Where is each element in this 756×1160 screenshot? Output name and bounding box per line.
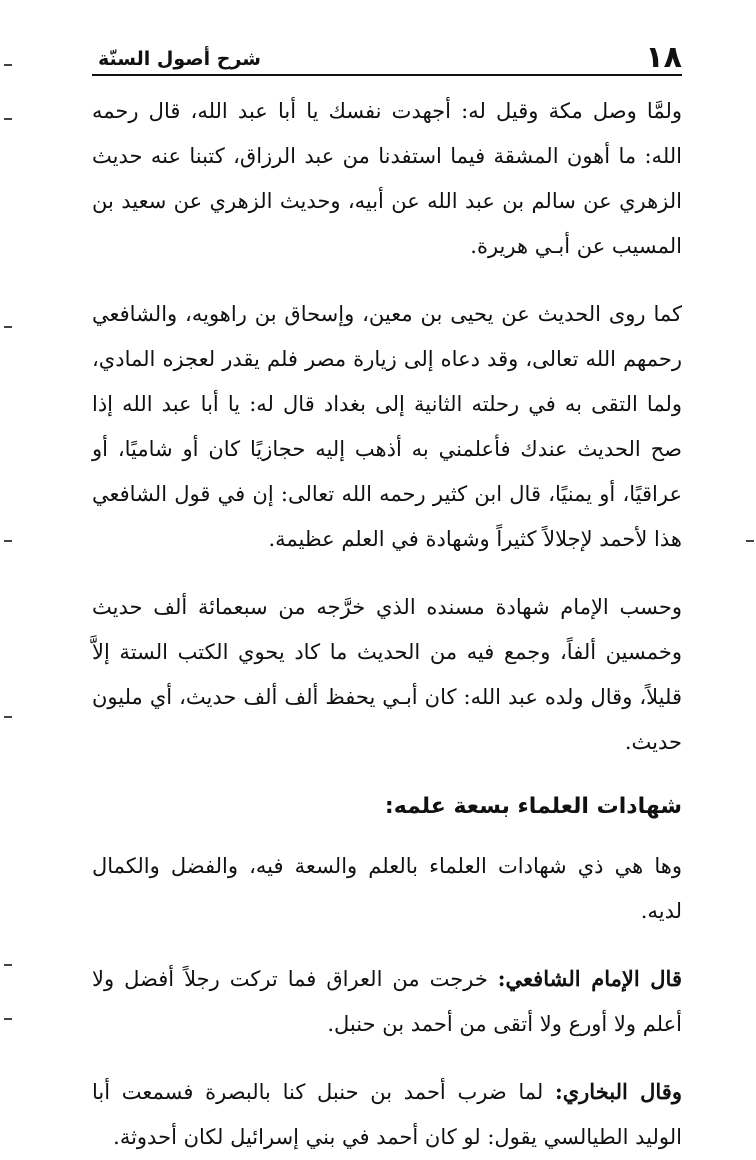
scan-margin-mark xyxy=(4,326,12,328)
scan-margin-mark xyxy=(4,118,12,120)
paragraph: وقال البخاري: لما ضرب أحمد بن حنبل كنا بالبصرة فسمعت أبا الوليد الطيالسي يقول: لو كان أحمد في بني إسرائيل لكان أحدوثة. xyxy=(92,1079,682,1149)
scan-margin-mark xyxy=(4,64,12,66)
quote-attribution: وقال البخاري: xyxy=(554,1079,682,1104)
scan-margin-mark xyxy=(746,540,754,542)
scan-margin-mark xyxy=(4,716,12,718)
quote-attribution: قال الإمام الشافعي: xyxy=(497,966,682,991)
body-text xyxy=(92,88,682,1160)
book-page xyxy=(92,30,682,1149)
scan-margin-mark xyxy=(4,1018,12,1020)
running-title: شرح أصول السنّة xyxy=(98,48,261,70)
page-number: ١٨ xyxy=(645,40,682,75)
page-header xyxy=(92,30,682,76)
paragraph: ولمَّا وصل مكة وقيل له: أجهدت نفسك يا أبا عبد الله، قال رحمه الله: ما أهون المشقة فيما استفدنا من عبد الرزاق، كتبنا عنه حديث الزهري عن سالم بن عبد الله عن أبيه، وحديث الزهري عن سعيد بن المسيب عن أبـي هريرة. xyxy=(92,99,682,258)
paragraph: كما روى الحديث عن يحيى بن معين، وإسحاق بن راهويه، والشافعي رحمهم الله تعالى، وقد دعاه إلى زيارة مصر فلم يقدر لعجزه المادي، ولما التقى به في رحلته الثانية إلى بغداد قال له: يا أبا عبد الله إذا صح الحديث عندك فأعلمني به أذهب إليه حجازيًا كان أو شاميًا، أو عراقيًا، أو يمنيًا، قال ابن كثير رحمه الله تعالى: إن في قول الشافعي هذا لأحمد لإجلالاً كثيراً وشهادة في العلم عظيمة. xyxy=(92,302,682,551)
scan-margin-mark xyxy=(4,540,12,542)
scan-margin-mark xyxy=(4,964,12,966)
paragraph: وها هي ذي شهادات العلماء بالعلم والسعة فيه، والفضل والكمال لديه. xyxy=(92,854,682,923)
paragraph: قال الإمام الشافعي: خرجت من العراق فما تركت رجلاً أفضل ولا أعلم ولا أورع ولا أتقى من أحمد بن حنبل. xyxy=(92,966,682,1036)
paragraph: وحسب الإمام شهادة مسنده الذي خرَّجه من سبعمائة ألف حديث وخمسين ألفاً، وجمع فيه من الحديث ما كاد يحوي الكتب الستة إلاَّ قليلاً، وقال ولده عبد الله: كان أبـي يحفظ ألف ألف حديث، أي مليون حديث. xyxy=(92,595,682,754)
section-heading: شهادات العلماء بسعة علمه: xyxy=(384,794,682,819)
